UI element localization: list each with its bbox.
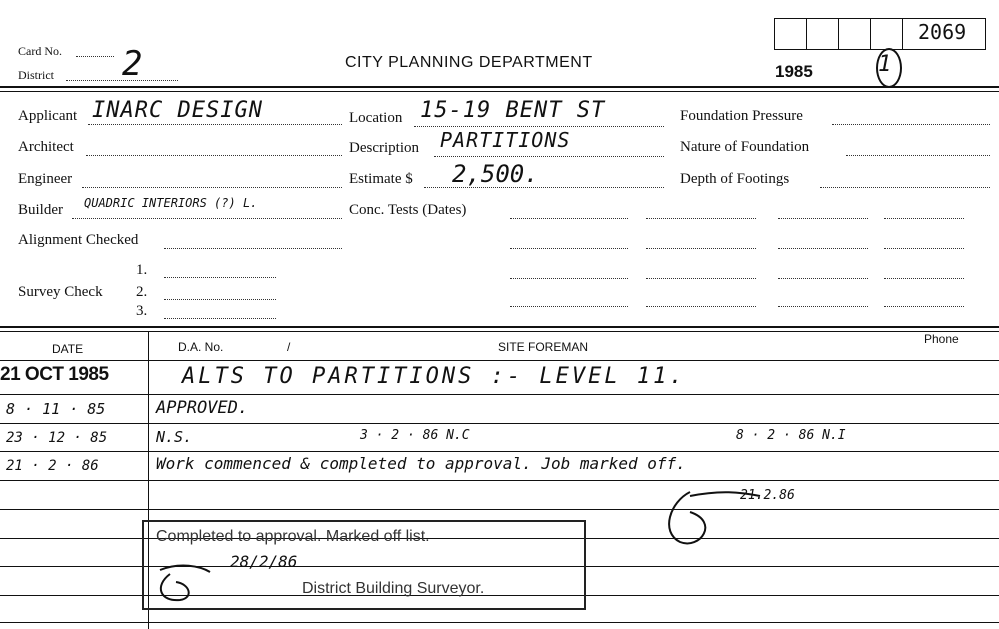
conc-line	[510, 248, 628, 249]
description-value: PARTITIONS	[440, 128, 571, 152]
conc-line	[884, 248, 964, 249]
conc-line	[646, 306, 756, 307]
architect-line	[86, 155, 342, 156]
log-row-date: 21 OCT 1985	[0, 364, 109, 385]
applicant-value: INARC DESIGN	[92, 98, 263, 123]
da-no-header: D.A. No.	[178, 340, 224, 354]
stamp-date: 28/2/86	[230, 552, 298, 571]
site-foreman-header: SITE FOREMAN	[498, 340, 589, 354]
survey-num-1: 1.	[136, 262, 148, 278]
log-row-date: 23 · 12 · 85	[6, 430, 108, 446]
location-label: Location	[349, 110, 403, 126]
builder-value: QUADRIC INTERIORS (?) L.	[84, 196, 258, 210]
card-number: 2069	[918, 20, 967, 44]
box-divider	[902, 18, 903, 49]
nature-line	[846, 155, 990, 156]
header-rule	[0, 86, 999, 88]
log-row-line	[0, 451, 999, 452]
log-row-line	[0, 622, 999, 623]
conc-line	[778, 306, 868, 307]
conc-line	[646, 278, 756, 279]
year: 1985	[775, 62, 813, 81]
survey-line-1	[164, 277, 276, 278]
description-line	[434, 156, 664, 157]
foundation-pressure-line	[832, 124, 990, 125]
year-mark: 1	[878, 52, 892, 77]
survey-num-2: 2.	[136, 284, 148, 300]
conc-line	[646, 218, 756, 219]
survey-line-2	[164, 299, 276, 300]
district-label: District	[18, 68, 54, 82]
estimate-label: Estimate $	[349, 171, 413, 187]
stamp-line-1: Completed to approval. Marked off list.	[156, 528, 430, 545]
log-row-text: N.S.	[156, 428, 193, 446]
log-row-text: Work commenced & completed to approval. Job marked off.	[156, 454, 686, 473]
survey-line-3	[164, 318, 276, 319]
conc-line	[884, 278, 964, 279]
log-row-line	[0, 360, 999, 361]
location-value: 15-19 BENT ST	[420, 98, 606, 123]
estimate-value: 2,500.	[452, 160, 539, 188]
location-line	[414, 126, 664, 127]
conc-line	[510, 306, 628, 307]
box-divider	[870, 18, 871, 49]
log-row-date: 21 · 2 · 86	[6, 458, 99, 474]
foundation-pressure-label: Foundation Pressure	[680, 108, 803, 124]
initials-date: 21.2.86	[740, 488, 795, 503]
conc-line	[510, 278, 628, 279]
log-row-line	[0, 509, 999, 510]
applicant-label: Applicant	[18, 108, 78, 124]
header-rule-thin	[0, 91, 999, 92]
log-row-line	[0, 423, 999, 424]
conc-line	[646, 248, 756, 249]
phone-header: Phone	[924, 332, 959, 346]
log-row-line	[0, 480, 999, 481]
alignment-line	[164, 248, 342, 249]
box-divider	[838, 18, 839, 49]
survey-num-3: 3.	[136, 303, 148, 319]
date-header: DATE	[52, 342, 84, 356]
conc-line	[510, 218, 628, 219]
conc-line	[778, 278, 868, 279]
log-row-mid-note: 3 · 2 · 86 N.C	[360, 428, 470, 443]
log-row-date: 8 · 11 · 85	[6, 400, 106, 418]
nature-foundation-label: Nature of Foundation	[680, 139, 810, 155]
department-title: CITY PLANNING DEPARTMENT	[345, 54, 593, 71]
survey-label: Survey Check	[18, 284, 103, 300]
alignment-label: Alignment Checked	[18, 232, 139, 248]
conc-line	[778, 248, 868, 249]
box-divider	[806, 18, 807, 49]
conc-line	[778, 218, 868, 219]
log-row-text: ALTS TO PARTITIONS :- LEVEL 11.	[182, 364, 686, 389]
log-row-right-note: 8 · 2 · 86 N.I	[736, 428, 846, 443]
card-no-label: Card No.	[18, 44, 62, 58]
builder-line	[72, 218, 342, 219]
builder-label: Builder	[18, 202, 63, 218]
conc-line	[884, 218, 964, 219]
architect-label: Architect	[18, 139, 74, 155]
conc-line	[884, 306, 964, 307]
description-label: Description	[349, 140, 419, 156]
log-row-line	[0, 394, 999, 395]
conc-tests-label: Conc. Tests (Dates)	[349, 202, 467, 218]
log-top-rule-thin	[0, 331, 999, 332]
da-no-slash: /	[287, 340, 291, 354]
log-row-text: APPROVED.	[156, 398, 249, 418]
depth-footings-label: Depth of Footings	[680, 171, 790, 187]
stamp-line-2: District Building Surveyor.	[302, 580, 485, 597]
log-top-rule	[0, 326, 999, 328]
engineer-label: Engineer	[18, 171, 73, 187]
engineer-line	[82, 187, 342, 188]
applicant-line	[88, 124, 342, 125]
district-value: 2	[122, 44, 143, 84]
depth-line	[820, 187, 990, 188]
card-no-line	[76, 56, 114, 57]
stamp-signature-scribble	[150, 556, 230, 608]
